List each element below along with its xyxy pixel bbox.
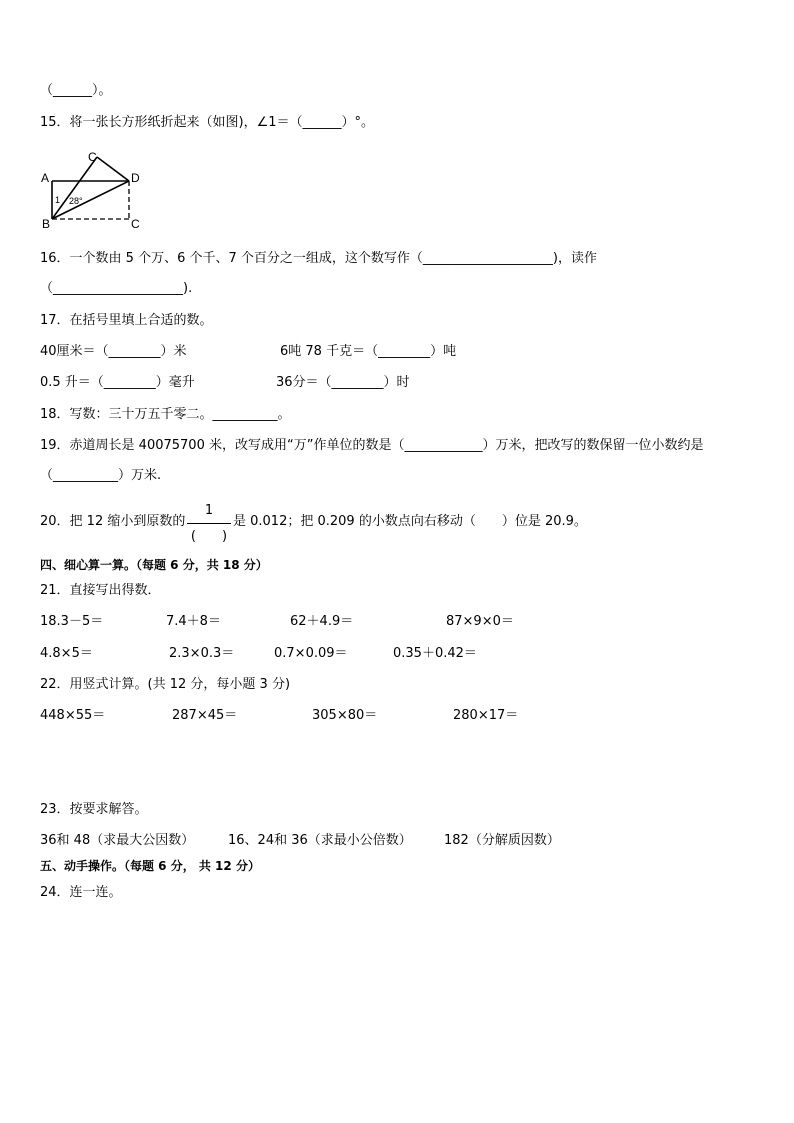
question-22-title: 22．用竖式计算。(共 12 分，每小题 3 分) (40, 677, 291, 692)
label-a: A (41, 171, 50, 185)
q22-item: 448×55＝ (40, 708, 106, 723)
question-20-before: 20．把 12 缩小到原数的 (40, 514, 186, 529)
fraction-numerator: 1 (204, 503, 214, 518)
question-21-title: 21．直接写出得数． (40, 583, 161, 598)
label-d: D (131, 171, 140, 185)
angle-1-label: 1 (55, 195, 61, 205)
q23-item: 16、24和 36（求最小公倍数） (228, 833, 412, 848)
q21-item: 7.4＋8＝ (166, 614, 221, 629)
fraction-bar (187, 523, 231, 524)
q23-item: 36和 48（求最大公因数） (40, 833, 195, 848)
q15-folded-rectangle-figure (38, 148, 148, 230)
q22-item: 305×80＝ (312, 708, 378, 723)
question-19-line2: （__________）万米. (40, 468, 162, 483)
question-24: 24．连一连。 (40, 885, 122, 900)
question-16-line1: 16．一个数由 5 个万、6 个千、7 个百分之一组成，这个数写作（____________________)，读作 (40, 251, 597, 266)
q22-item: 287×45＝ (172, 708, 238, 723)
q21-item: 2.3×0.3＝ (169, 646, 235, 661)
q21-item: 87×9×0＝ (446, 614, 514, 629)
fraction (187, 503, 231, 543)
question-23-title: 23．按要求解答。 (40, 802, 148, 817)
q22-item: 280×17＝ (453, 708, 519, 723)
question-18: 18．写数：三十万五千零二。__________。 (40, 407, 291, 422)
q21-item: 4.8×5＝ (40, 646, 93, 661)
q17-item: 6吨 78 千克＝（________）吨 (280, 344, 457, 359)
section-5-heading: 五、动手操作。（每题 6 分， 共 12 分） (40, 859, 260, 873)
q14-answer-tail: （______）。 (40, 83, 112, 98)
question-16-line2: （____________________). (40, 281, 193, 296)
q21-item: 18.3－5＝ (40, 614, 104, 629)
q23-item: 182（分解质因数） (444, 833, 560, 848)
angle-28-label: 28° (69, 196, 83, 206)
section-4-heading: 四、细心算一算。（每题 6 分，共 18 分） (40, 558, 268, 572)
label-c-bottom: C (131, 217, 140, 230)
q21-item: 0.7×0.09＝ (274, 646, 348, 661)
label-c-top: C (88, 150, 97, 164)
q17-item: 40厘米＝（________）米 (40, 344, 187, 359)
q17-item: 36分＝（________）时 (276, 375, 410, 390)
q21-item: 0.35＋0.42＝ (393, 646, 477, 661)
question-19-line1: 19．赤道周长是 40075700 米，改写成用“万”作单位的数是（____________）万米，把改写的数保留一位小数约是 (40, 438, 704, 453)
q21-item: 62＋4.9＝ (290, 614, 354, 629)
question-15: 15．将一张长方形纸折起来（如图)，∠1＝（______）°。 (40, 115, 375, 130)
label-b: B (42, 217, 51, 230)
question-17-title: 17．在括号里填上合适的数。 (40, 313, 213, 328)
question-20-after: 是 0.012；把 0.209 的小数点向右移动（ ）位是 20.9。 (233, 514, 587, 529)
fraction-denominator: ( ) (190, 529, 228, 544)
q17-item: 0.5 升＝（________）毫升 (40, 375, 195, 390)
